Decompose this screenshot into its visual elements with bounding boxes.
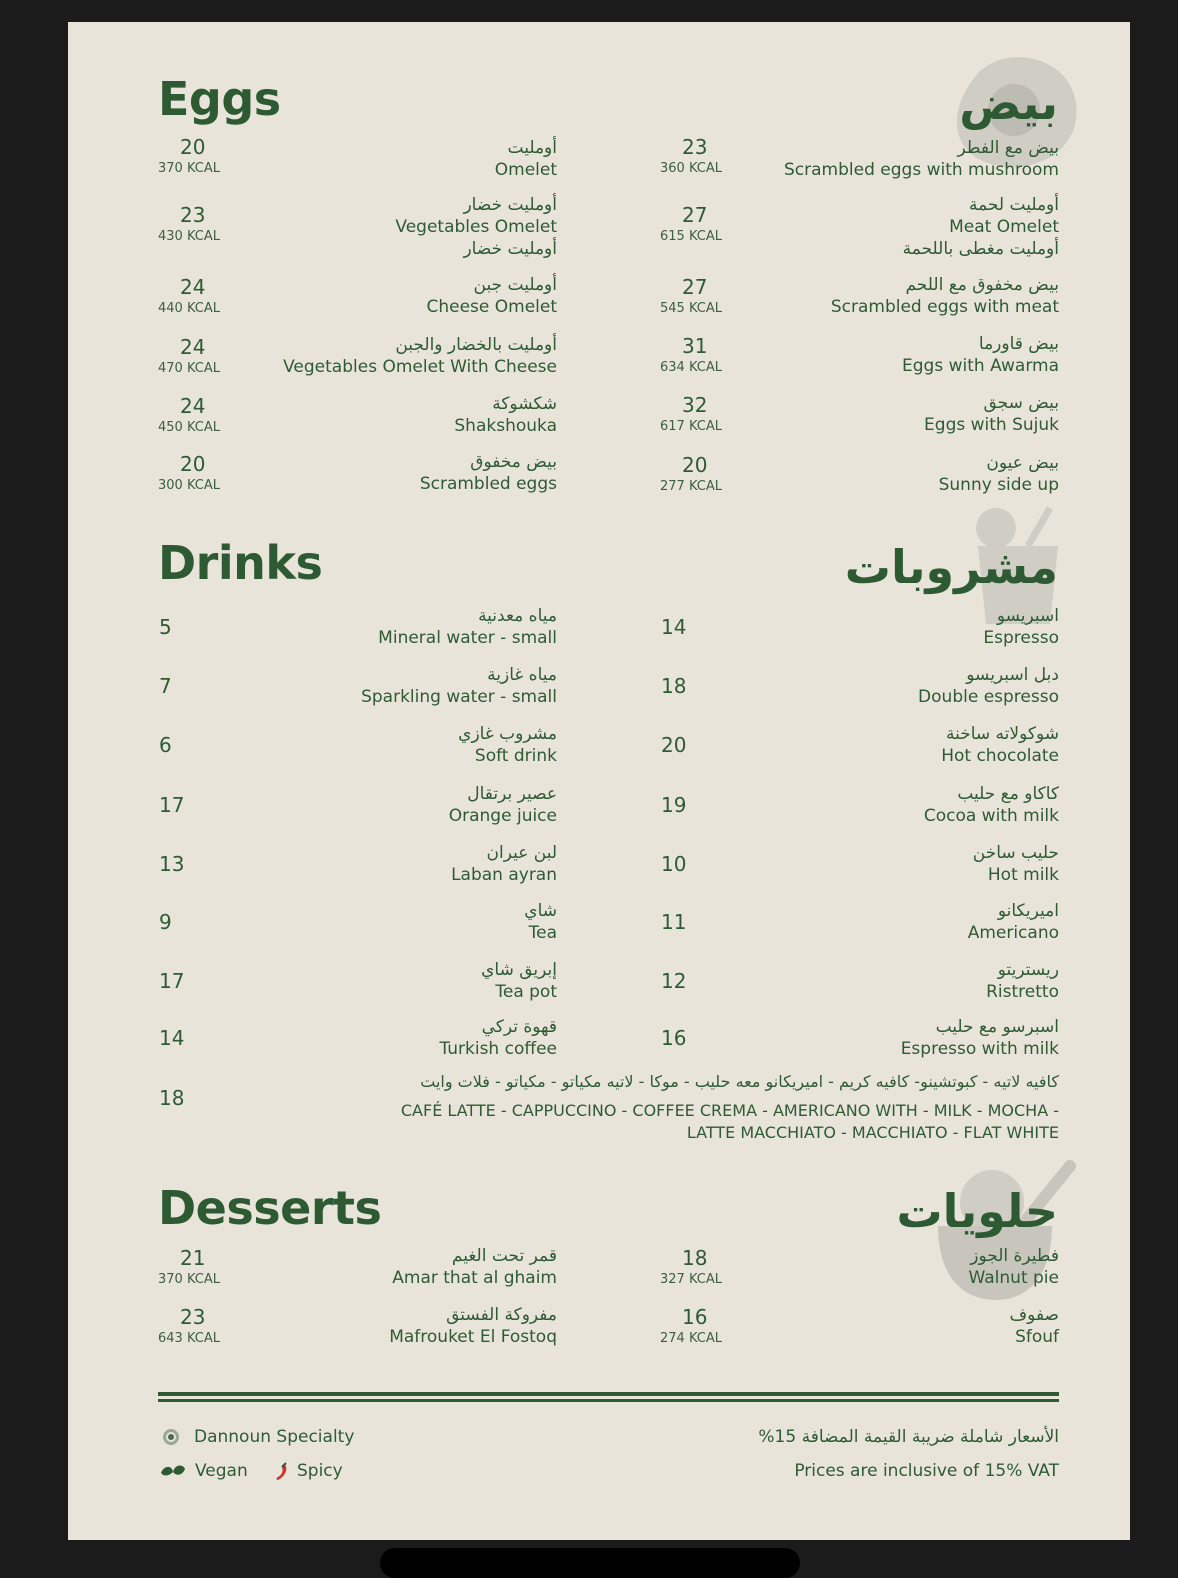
price: 14 — [661, 615, 687, 639]
item-name-ar: شوكولاته ساخنة — [945, 724, 1059, 744]
item-name-ar: ريستريتو — [997, 960, 1059, 980]
price: 23 — [180, 1305, 206, 1329]
item-name-ar: شكشوكة — [492, 394, 557, 414]
price: 16 — [661, 1026, 687, 1050]
vat-note-en: Prices are inclusive of 15% VAT — [794, 1461, 1059, 1481]
kcal: 277 KCAL — [660, 479, 722, 494]
footer-divider — [158, 1392, 1059, 1396]
item-name-ar: بيض عيون — [986, 453, 1059, 473]
price: 17 — [159, 969, 185, 993]
price: 7 — [159, 674, 172, 698]
item-name-en: Amar that al ghaim — [392, 1268, 557, 1288]
kcal: 450 KCAL — [158, 420, 220, 435]
kcal: 370 KCAL — [158, 1272, 220, 1287]
item-name-en: Sfouf — [1015, 1327, 1059, 1347]
item-name-ar: بيض سجق — [983, 393, 1059, 413]
item-name-en: Omelet — [494, 160, 557, 180]
item-name-ar: مياه معدنية — [478, 606, 557, 626]
item-name-en: Tea — [528, 923, 557, 943]
kcal: 440 KCAL — [158, 301, 220, 316]
item-name-en: Tea pot — [495, 982, 557, 1002]
vat-note-ar: الأسعار شاملة ضريبة القيمة المضافة 15% — [758, 1427, 1059, 1447]
item-name-en: Scrambled eggs with meat — [830, 297, 1059, 317]
item-name-en: Meat Omelet — [949, 217, 1059, 237]
price: 17 — [159, 793, 185, 817]
item-name-ar: اسبريسو — [996, 606, 1059, 626]
desserts-title: Desserts — [158, 1181, 382, 1235]
eggs-title: Eggs — [158, 72, 281, 126]
item-name-en: Walnut pie — [968, 1268, 1059, 1288]
legend-vegan: Vegan — [195, 1461, 248, 1481]
kcal: 300 KCAL — [158, 478, 220, 493]
item-name-en: Ristretto — [986, 982, 1059, 1002]
kcal: 545 KCAL — [660, 301, 722, 316]
price: 23 — [180, 203, 206, 227]
price: 5 — [159, 615, 172, 639]
item-name-ar: مشروب غازي — [458, 724, 557, 744]
item-name-en: Cheese Omelet — [426, 297, 557, 317]
price: 20 — [661, 733, 687, 757]
kcal: 370 KCAL — [158, 161, 220, 176]
item-name-ar: قمر تحت الغيم — [451, 1246, 557, 1266]
item-name-en: Double espresso — [918, 687, 1059, 707]
item-name-ar: دبل اسبريسو — [966, 665, 1059, 685]
price: 11 — [661, 910, 687, 934]
item-name-en: Cocoa with milk — [923, 806, 1059, 826]
menu-page — [68, 22, 1130, 1540]
item-name-en: Orange juice — [448, 806, 557, 826]
item-desc-ar: أومليت خضار — [463, 239, 557, 259]
price: 20 — [180, 452, 206, 476]
item-name-en: Hot chocolate — [941, 746, 1059, 766]
specialty-icon — [162, 1428, 180, 1446]
item-name-ar: شاي — [524, 901, 557, 921]
kcal: 327 KCAL — [660, 1272, 722, 1287]
item-name-ar: أومليت بالخضار والجبن — [395, 335, 557, 355]
item-name-en: Laban ayran — [451, 865, 557, 885]
item-name-ar: حليب ساخن — [972, 843, 1059, 863]
leaf-icon — [160, 1464, 186, 1480]
price: 24 — [180, 275, 206, 299]
item-name-en: Mineral water - small — [378, 628, 557, 648]
drinks-title-ar: مشروبات — [844, 540, 1058, 594]
drinks-title: Drinks — [158, 536, 323, 590]
price: 23 — [682, 135, 708, 159]
item-name-en: Espresso — [983, 628, 1059, 648]
item-name-ar: لبن عيران — [486, 843, 557, 863]
item-name-en: Scrambled eggs with mushroom — [784, 160, 1059, 180]
item-name-ar: مياه غازية — [487, 665, 557, 685]
item-name-ar: أومليت خضار — [463, 195, 557, 215]
price: 18 — [661, 674, 687, 698]
price: 27 — [682, 203, 708, 227]
combo-name-en-1: CAFÉ LATTE - CAPPUCCINO - COFFEE CREMA - AMERICANO WITH - MILK - MOCHA - — [400, 1101, 1059, 1120]
price: 24 — [180, 394, 206, 418]
price: 18 — [682, 1246, 708, 1270]
item-name-en: Mafrouket El Fostoq — [389, 1327, 557, 1347]
combo-price: 18 — [159, 1086, 185, 1110]
price: 20 — [682, 453, 708, 477]
price: 9 — [159, 910, 172, 934]
price: 21 — [180, 1246, 206, 1270]
price: 13 — [159, 852, 185, 876]
price: 16 — [682, 1305, 708, 1329]
item-name-en: Sunny side up — [938, 475, 1059, 495]
combo-name-en-2: LATTE MACCHIATO - MACCHIATO - FLAT WHITE — [686, 1123, 1059, 1142]
item-name-ar: بيض قاورما — [978, 334, 1059, 354]
item-name-ar: كاكاو مع حليب — [957, 784, 1059, 804]
item-name-en: Shakshouka — [454, 416, 557, 436]
legend-specialty: Dannoun Specialty — [194, 1427, 355, 1447]
chili-icon — [274, 1462, 290, 1482]
price: 32 — [682, 393, 708, 417]
kcal: 643 KCAL — [158, 1331, 220, 1346]
kcal: 470 KCAL — [158, 361, 220, 376]
price: 19 — [661, 793, 687, 817]
item-name-en: Hot milk — [987, 865, 1059, 885]
kcal: 615 KCAL — [660, 229, 722, 244]
item-name-ar: بيض مخفوق — [470, 452, 557, 472]
item-name-en: Vegetables Omelet With Cheese — [283, 357, 557, 377]
kcal: 617 KCAL — [660, 419, 722, 434]
item-name-ar: فطيرة الجوز — [970, 1246, 1059, 1266]
item-name-ar: قهوة تركي — [481, 1017, 557, 1037]
price: 6 — [159, 733, 172, 757]
item-name-en: Turkish coffee — [439, 1039, 557, 1059]
desserts-title-ar: حلويات — [896, 1184, 1058, 1238]
item-name-en: Espresso with milk — [900, 1039, 1059, 1059]
price: 20 — [180, 135, 206, 159]
price: 12 — [661, 969, 687, 993]
item-desc-ar: أومليت مغطى باللحمة — [902, 239, 1059, 259]
price: 10 — [661, 852, 687, 876]
item-name-en: Soft drink — [474, 746, 557, 766]
footer-divider-thin — [158, 1399, 1059, 1402]
item-name-ar: صفوف — [1009, 1305, 1059, 1325]
legend-spicy: Spicy — [297, 1461, 343, 1481]
item-name-ar: أومليت — [507, 138, 557, 158]
combo-name-ar: كافيه لاتيه - كبوتشينو- كافيه كريم - اميريكانو معه حليب - موكا - لاتيه مكياتو - مكياتو - فلات وايت — [420, 1072, 1059, 1091]
item-name-en: Sparkling water - small — [361, 687, 557, 707]
item-name-ar: عصير برتقال — [467, 784, 557, 804]
item-name-ar: أومليت جبن — [473, 275, 557, 295]
item-name-ar: إبريق شاي — [481, 960, 557, 980]
kcal: 360 KCAL — [660, 161, 722, 176]
item-name-en: Americano — [967, 923, 1059, 943]
item-name-en: Eggs with Sujuk — [924, 415, 1059, 435]
item-name-en: Eggs with Awarma — [902, 356, 1059, 376]
price: 31 — [682, 334, 708, 358]
price: 24 — [180, 335, 206, 359]
item-name-en: Scrambled eggs — [419, 474, 557, 494]
item-name-ar: مفروكة الفستق — [446, 1305, 557, 1325]
bottom-bar — [380, 1548, 800, 1578]
kcal: 634 KCAL — [660, 360, 722, 375]
price: 14 — [159, 1026, 185, 1050]
item-name-ar: بيض مع الفطر — [957, 138, 1059, 158]
item-name-ar: اميريكانو — [997, 901, 1059, 921]
item-name-ar: بيض مخفوق مع اللحم — [905, 275, 1059, 295]
item-name-ar: اسبرسو مع حليب — [935, 1017, 1059, 1037]
kcal: 274 KCAL — [660, 1331, 722, 1346]
item-name-en: Vegetables Omelet — [395, 217, 557, 237]
eggs-title-ar: بيض — [959, 76, 1058, 130]
kcal: 430 KCAL — [158, 229, 220, 244]
item-name-ar: أومليت لحمة — [969, 195, 1059, 215]
price: 27 — [682, 275, 708, 299]
